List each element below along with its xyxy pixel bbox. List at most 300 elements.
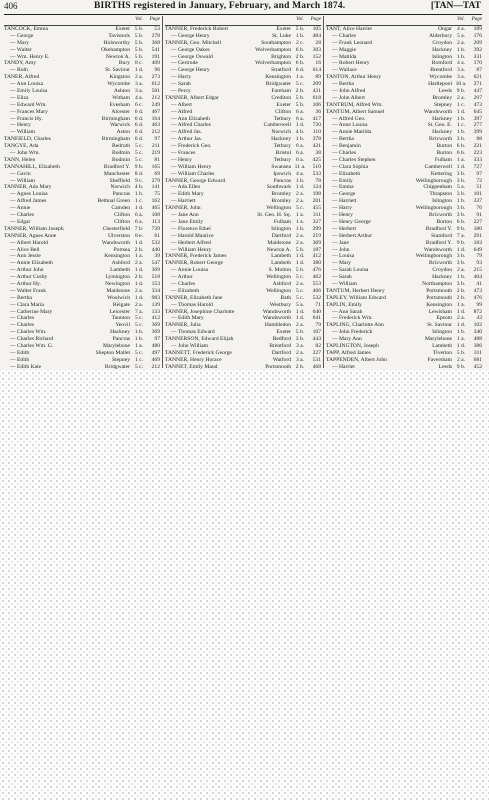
entry-volume: 3 b. [295, 336, 305, 343]
entry-name: — Emily [332, 177, 353, 184]
entry-name: — Alfred Jas. [171, 129, 202, 136]
entry-district: Camden [111, 205, 130, 212]
entry-name: — Annie Elizabeth [10, 260, 53, 267]
register-entry [4, 343, 160, 350]
entry-name: TANNER, Josephine Charlotte [165, 308, 235, 315]
register-entry [165, 322, 321, 329]
register-entry [4, 60, 160, 67]
register-entry [4, 171, 160, 178]
register-entry [165, 281, 321, 288]
entry-page: 278 [151, 32, 160, 39]
entry-page: 533 [312, 170, 321, 177]
register-entry [4, 226, 160, 233]
entry-name: TANER, Alfred [4, 74, 40, 81]
column-header-name [4, 17, 84, 25]
entry-name: TANNETT, Frederick George [165, 349, 232, 356]
column-header [165, 17, 321, 26]
register-entry [165, 136, 321, 143]
entry-district: St. Geo. H. Sq. [257, 212, 291, 219]
entry-name: — Eliza [10, 94, 29, 101]
register-entry [326, 267, 482, 274]
entry-page: 369 [312, 239, 321, 246]
entry-name: — Charles [10, 315, 35, 322]
register-column-3 [326, 17, 482, 370]
entry-volume: 1 b. [295, 136, 305, 143]
column-header-page: Page [471, 17, 482, 22]
entry-volume: 1 b. [456, 53, 466, 60]
entry-page: 455 [312, 205, 321, 212]
entry-volume: 5 c. [134, 315, 144, 322]
entry-page: 141 [151, 184, 160, 191]
register-entry [165, 47, 321, 54]
entry-volume: 2 a. [295, 191, 305, 198]
entry-page: 299 [312, 225, 321, 232]
entry-page: 497 [151, 349, 160, 356]
entry-name: — Mary Ann [332, 336, 362, 343]
register-entry [165, 274, 321, 281]
entry-page: 164 [151, 115, 160, 122]
register-entry [4, 33, 160, 40]
entry-district: Exeter [276, 329, 291, 336]
entry-volume: 1 a. [134, 342, 144, 349]
entry-page: 311 [473, 349, 482, 356]
entry-district: Redruth [111, 143, 130, 150]
entry-name: TANCOCK, Emma [4, 26, 48, 32]
column-header-district [406, 17, 454, 25]
entry-district: Tiverton [432, 349, 452, 356]
entry-page: 641 [312, 315, 321, 322]
entry-page: 621 [473, 74, 482, 81]
entry-page: 87 [476, 67, 482, 74]
entry-district: S. Molton [268, 267, 291, 274]
entry-volume: 5 c. [295, 81, 305, 88]
entry-name: — Herbert [332, 225, 357, 232]
register-entry [165, 74, 321, 81]
entry-district: Hartlepool [428, 81, 452, 88]
entry-district: Bradford Y. [103, 163, 130, 170]
entry-district: Bromley [271, 198, 291, 205]
entry-district: Lambeth [271, 253, 291, 260]
entry-district: Holsworthy [103, 39, 130, 46]
register-entry [326, 233, 482, 240]
entry-page: 187 [312, 246, 321, 253]
entry-name: — Charles [10, 322, 35, 329]
entry-volume: 5 b. [134, 46, 144, 53]
entry-name: — Wallace [332, 67, 357, 74]
register-entry [165, 88, 321, 95]
entry-name: TANNER, Elizabeth Jane [165, 294, 223, 301]
entry-page: 212 [151, 94, 160, 101]
entry-name: — John Wm. [10, 150, 40, 157]
entry-name: — Bertha [10, 294, 32, 301]
entry-page: 334 [151, 287, 160, 294]
register-entry [4, 205, 160, 212]
entry-district: Bury [118, 60, 130, 67]
register-entry [326, 343, 482, 350]
entry-district: Maidstone [267, 239, 291, 246]
entry-district: Burton [436, 150, 452, 157]
entry-name: — Florence Ethel [171, 225, 211, 232]
register-entry [165, 164, 321, 171]
entry-district: Witham [112, 94, 130, 101]
register-entry [326, 109, 482, 116]
register-entry [4, 150, 160, 157]
register-entry [4, 184, 160, 191]
entry-page: 681 [473, 356, 482, 363]
entry-name: — Alfred Geo. [332, 115, 366, 122]
entry-page: 614 [312, 67, 321, 74]
register-entry [165, 26, 321, 33]
entry-page: 399 [473, 129, 482, 136]
entry-name: — Elizabeth [332, 170, 361, 177]
entry-page: 291 [473, 232, 482, 239]
entry-volume: 5 b. [134, 32, 144, 39]
entry-page: 872 [473, 308, 482, 315]
register-entry [4, 143, 160, 150]
register-entry [326, 143, 482, 150]
entry-name: — Catherine Mary [10, 308, 53, 315]
entry-page: 105 [312, 26, 321, 32]
entry-name: — Louisa [332, 253, 355, 260]
entry-volume: 3 b. [456, 170, 466, 177]
entry-name: — Edith Kate [10, 363, 42, 370]
entry-name: — Alfred James [10, 198, 47, 205]
entry-name: — Charles [332, 32, 357, 39]
entry-page: 404 [473, 274, 482, 281]
entry-name: — William Henry [171, 246, 212, 253]
register-entry [4, 260, 160, 267]
entry-volume: 8 c. [134, 60, 144, 67]
entry-name: — Henry George [332, 218, 371, 225]
blank-scan-area [0, 370, 489, 800]
column-header-volume: Vol. [135, 17, 143, 22]
register-entry [326, 205, 482, 212]
entry-page: 469 [151, 356, 160, 363]
register-entry [326, 164, 482, 171]
entry-district: Tetbury [273, 115, 291, 122]
entry-page: 720 [312, 122, 321, 129]
entry-page: 79 [315, 322, 321, 329]
entry-volume: 2 a. [134, 74, 144, 81]
entry-name: — John William [171, 342, 208, 349]
register-entry [165, 171, 321, 178]
register-entry [326, 54, 482, 61]
entry-district: Alcester [111, 108, 130, 115]
entry-page: 279 [151, 177, 160, 184]
entry-district: Hackney [110, 329, 130, 336]
entry-page: 209 [473, 39, 482, 46]
entry-volume: 2 b. [134, 274, 144, 281]
entry-name: TANNER, George Edward [165, 177, 226, 184]
entry-district: Wellington [266, 205, 291, 212]
entry-name: — Thomas Harold [171, 301, 213, 308]
entry-district: Wellingborough [415, 177, 452, 184]
register-entry [326, 88, 482, 95]
entry-name: — Herbert Arthur [332, 232, 373, 239]
register-entry [326, 350, 482, 357]
entry-name: — Wm. Henry E. [10, 53, 50, 60]
entry-name: — Clara Maria [10, 301, 44, 308]
entry-volume: 1 a. [134, 253, 144, 260]
entry-page: 107 [312, 329, 321, 336]
entry-volume: 1 c. [456, 122, 466, 129]
entry-district: Exeter [276, 101, 291, 108]
entry-page: 183 [473, 239, 482, 246]
entry-volume: 1 d. [456, 246, 466, 253]
entry-district: Crediton [271, 94, 291, 101]
entry-name: — Walter [10, 46, 32, 53]
entry-volume: 1 c. [134, 198, 144, 205]
entry-page: 75 [154, 191, 160, 198]
entry-district: Wandsworth [423, 246, 452, 253]
entry-volume: 5 c. [295, 274, 305, 281]
entry-page: 124 [312, 184, 321, 191]
register-entry [165, 67, 321, 74]
column-header [4, 17, 160, 26]
entry-volume: 3 a. [134, 81, 144, 88]
entry-name: — Alfred [171, 108, 193, 115]
entry-page: 72 [476, 177, 482, 184]
entry-district: Epsom [436, 315, 452, 322]
register-entry [326, 219, 482, 226]
entry-volume: 3 b. [456, 177, 466, 184]
entry-district: Fareham [271, 88, 291, 95]
entry-name: — Sarah Louisa [332, 267, 369, 274]
entry-page: 41 [476, 280, 482, 287]
entry-volume: 3 b. [456, 136, 466, 143]
register-entry [165, 205, 321, 212]
register-entry [326, 302, 482, 309]
entry-volume: 9 b. [456, 225, 466, 232]
entry-volume: 3 a. [456, 74, 466, 81]
entry-volume: 2 a. [456, 356, 466, 363]
entry-name: — Charles [171, 280, 196, 287]
entry-page: 165 [151, 163, 160, 170]
entry-volume: 5 c. [295, 205, 305, 212]
entry-volume: 1 a. [456, 156, 466, 163]
entry-name: — Harriett [332, 198, 357, 205]
entry-page: 97 [154, 336, 160, 343]
entry-page: 211 [151, 143, 160, 150]
entry-volume: 5 b. [295, 329, 305, 336]
entry-district: Thrapston [429, 191, 452, 198]
header-rule [4, 14, 482, 15]
entry-name: TANTRUM, Alfred Wm. [326, 101, 383, 108]
entry-page: 113 [151, 218, 160, 225]
entry-page: 311 [312, 212, 321, 219]
register-entry [165, 150, 321, 157]
entry-name: — William [10, 177, 35, 184]
entry-district: Newington [105, 280, 130, 287]
entry-name: TANN, Helen [4, 156, 36, 163]
register-entry [4, 109, 160, 116]
register-entry [326, 40, 482, 47]
entry-page: 227 [312, 349, 321, 356]
entry-name: TANNER, Geo. Mitchell [165, 39, 222, 46]
entry-name: TANNER, Ada Mary [4, 184, 52, 191]
entry-district: Islington [271, 225, 291, 232]
entry-page: 340 [473, 329, 482, 336]
entry-name: TAPLEY, William Edward [326, 294, 386, 301]
entry-volume: 3 a. [295, 356, 305, 363]
entry-volume: 1 b. [456, 198, 466, 205]
entry-volume: 5 a. [456, 32, 466, 39]
entry-volume: 10 a. [455, 81, 467, 88]
entry-name: — Percy [171, 88, 191, 95]
entry-name: — Charles [332, 150, 357, 157]
entry-district: Hackney [432, 46, 452, 53]
entry-page: 81 [154, 156, 160, 163]
entry-name: — William Henry [171, 163, 212, 170]
entry-page: 447 [473, 88, 482, 95]
entry-name: — Maggie [332, 46, 357, 53]
entry-page: 640 [312, 308, 321, 315]
entry-page: 133 [151, 308, 160, 315]
entry-volume: 5 c. [295, 294, 305, 301]
entry-name: — John Albert [332, 94, 365, 101]
entry-page: 82 [315, 342, 321, 349]
entry-name: — Clara Sophia [332, 163, 369, 170]
entry-volume: 2 b. [456, 294, 466, 301]
entry-district: Bromley [271, 191, 291, 198]
entry-volume: 3 b. [456, 191, 466, 198]
register-entry [326, 122, 482, 129]
entry-district: Camberwell [424, 163, 452, 170]
entry-page: 466 [312, 287, 321, 294]
entry-district: Aston [116, 129, 130, 136]
register-entry [326, 47, 482, 54]
entry-district: Sheffield [109, 177, 130, 184]
entry-district: Wandsworth [423, 108, 452, 115]
register-entry [165, 288, 321, 295]
entry-volume: 5 b. [134, 26, 144, 32]
entry-volume: 2 a. [295, 232, 305, 239]
register-entry [4, 253, 160, 260]
entry-volume: 8 d. [134, 170, 144, 177]
register-entry [4, 212, 160, 219]
entry-name: — Bertha [332, 136, 354, 143]
entry-page: 369 [151, 329, 160, 336]
entry-page: 380 [312, 260, 321, 267]
entry-name: TANNER, Frederick Robert [165, 26, 229, 32]
entry-district: Reigate [112, 301, 130, 308]
entry-district: Hambledon [264, 322, 291, 329]
entry-district: Lambeth [271, 260, 291, 267]
entry-page: 421 [312, 143, 321, 150]
entry-volume: 4 b. [134, 184, 144, 191]
column-header-name [165, 17, 245, 25]
entry-district: Wellington [266, 274, 291, 281]
entry-volume: 6 b. [295, 46, 305, 53]
register-entry [165, 102, 321, 109]
entry-name: — Charles Wm. G. [10, 342, 54, 349]
entry-page: 337 [473, 198, 482, 205]
entry-district: Wandsworth [262, 315, 291, 322]
entry-page: 386 [473, 342, 482, 349]
register-entry [165, 198, 321, 205]
entry-district: Brixworth [429, 136, 452, 143]
entry-name: — Harry [171, 74, 192, 81]
register-entry [4, 40, 160, 47]
entry-name: — Ann Jessie [10, 253, 41, 260]
entry-district: Islington [432, 329, 452, 336]
entry-district: Newton A. [105, 53, 130, 60]
entry-name: — Annie [10, 205, 31, 212]
entry-volume: 1 d. [295, 184, 305, 191]
entry-district: Tavistock [108, 32, 130, 39]
register-entry [326, 116, 482, 123]
entry-page: 212 [151, 363, 160, 370]
entry-volume: 3 b. [456, 253, 466, 260]
register-entry [4, 116, 160, 123]
entry-district: Kensington [104, 253, 130, 260]
entry-name: — Henry [332, 212, 353, 219]
entry-page: 152 [312, 53, 321, 60]
register-entry [4, 54, 160, 61]
column-header-name [326, 17, 406, 25]
page-header [4, 1, 485, 13]
register-entry [4, 129, 160, 136]
entry-name: — George Oakes [171, 46, 210, 53]
entry-volume: 5 b. [295, 94, 305, 101]
entry-page: 541 [151, 46, 160, 53]
entry-name: — Charles Richard [10, 336, 54, 343]
entry-volume: 1 b. [134, 329, 144, 336]
entry-page: 431 [312, 88, 321, 95]
register-entry [165, 253, 321, 260]
entry-volume: 1 b. [134, 336, 144, 343]
entry-name: — Alice Bell [10, 246, 40, 253]
entry-page: 417 [312, 115, 321, 122]
register-entry [4, 240, 160, 247]
entry-volume: 3 a. [134, 88, 144, 95]
entry-volume: 5 c. [295, 287, 305, 294]
entry-name: TANNER, Frederick James [165, 253, 227, 260]
entry-page: 553 [312, 280, 321, 287]
register-entry [326, 171, 482, 178]
entry-volume: 2 b. [295, 53, 305, 60]
entry-page: 327 [312, 218, 321, 225]
entry-volume: 6 a. [295, 115, 305, 122]
register-entry [4, 102, 160, 109]
entry-page: 443 [312, 336, 321, 343]
entry-page: 189 [473, 26, 482, 32]
entry-page: 369 [151, 322, 160, 329]
entry-page: 476 [312, 267, 321, 274]
entry-volume: 5 c. [134, 363, 144, 370]
entry-name: — Edgar [10, 218, 31, 225]
entry-volume: 6 d. [295, 67, 305, 74]
entry-volume: 1 b. [456, 274, 466, 281]
register-entry [165, 219, 321, 226]
entry-name: TANNER, Agnes Anne [4, 232, 57, 239]
register-entry [4, 329, 160, 336]
entry-volume: 2 a. [295, 280, 305, 287]
entry-page: 532 [151, 239, 160, 246]
entry-page: 484 [312, 32, 321, 39]
entry-page: 76 [476, 205, 482, 212]
entry-district: Islington [432, 53, 452, 60]
register-entry [326, 26, 482, 33]
entry-volume: 1 a. [456, 301, 466, 308]
entry-volume: 7 a. [456, 232, 466, 239]
entry-volume: 1 b. [456, 46, 466, 53]
register-entry [326, 322, 482, 329]
entry-volume: 1 a. [456, 336, 466, 343]
entry-volume: 1 d. [134, 294, 144, 301]
entry-name: — William Charles [171, 170, 215, 177]
entry-name: TANNAHILL, Elizabeth [4, 163, 60, 170]
